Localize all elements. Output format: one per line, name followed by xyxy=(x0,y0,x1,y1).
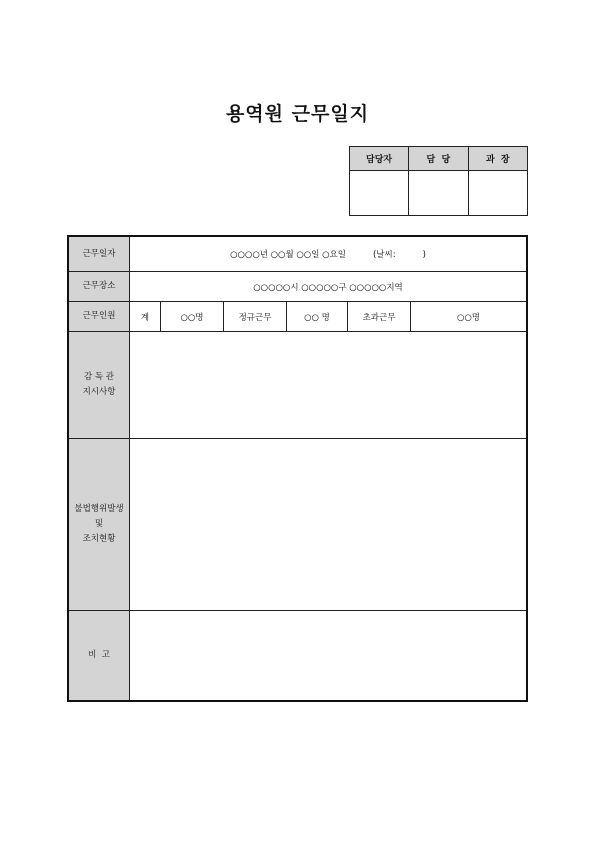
supervisor-instructions-content[interactable] xyxy=(130,332,528,439)
staff-total-value[interactable]: ○○명 xyxy=(161,302,224,332)
violation-label-line1: 불법행위발생 xyxy=(74,504,124,514)
violation-label-line2: 및 xyxy=(94,519,104,529)
approval-table xyxy=(349,146,528,216)
work-place-label: 근무장소 xyxy=(68,272,130,302)
supervisor-label-line1: 감 독 관 xyxy=(83,372,115,382)
approval-header-staff: 담 당 xyxy=(409,147,468,171)
staff-regular-value[interactable]: ○○ 명 xyxy=(287,302,348,332)
staff-overtime-label: 초과근무 xyxy=(348,302,411,332)
staff-regular-label: 정규근무 xyxy=(224,302,287,332)
violation-status-content[interactable] xyxy=(130,439,528,611)
signature-cell-person-in-charge[interactable] xyxy=(350,171,409,216)
remarks-content[interactable] xyxy=(130,611,528,702)
staff-overtime-value[interactable]: ○○명 xyxy=(411,302,528,332)
signature-cell-manager[interactable] xyxy=(468,171,527,216)
approval-header-manager: 과 장 xyxy=(468,147,527,171)
work-staff-label: 근무인원 xyxy=(68,302,130,332)
staff-total-label: 계 xyxy=(130,302,161,332)
remarks-label: 비 고 xyxy=(68,611,130,702)
signature-cell-staff[interactable] xyxy=(409,171,468,216)
work-date-value[interactable]: ○○○○년 ○○월 ○○일 ○요일 (날씨: ) xyxy=(130,236,528,272)
work-log-table xyxy=(67,235,528,702)
supervisor-instructions-label xyxy=(68,332,130,439)
approval-header-person-in-charge: 담당자 xyxy=(350,147,409,171)
violation-label-line3: 조치현황 xyxy=(82,534,116,544)
page-title: 용역원 근무일지 xyxy=(225,103,370,125)
violation-status-label xyxy=(68,439,130,611)
work-date-label: 근무일자 xyxy=(68,236,130,272)
work-place-value[interactable]: ○○○○○시 ○○○○○구 ○○○○○지역 xyxy=(130,272,528,302)
supervisor-label-line2: 지시사항 xyxy=(82,387,116,397)
